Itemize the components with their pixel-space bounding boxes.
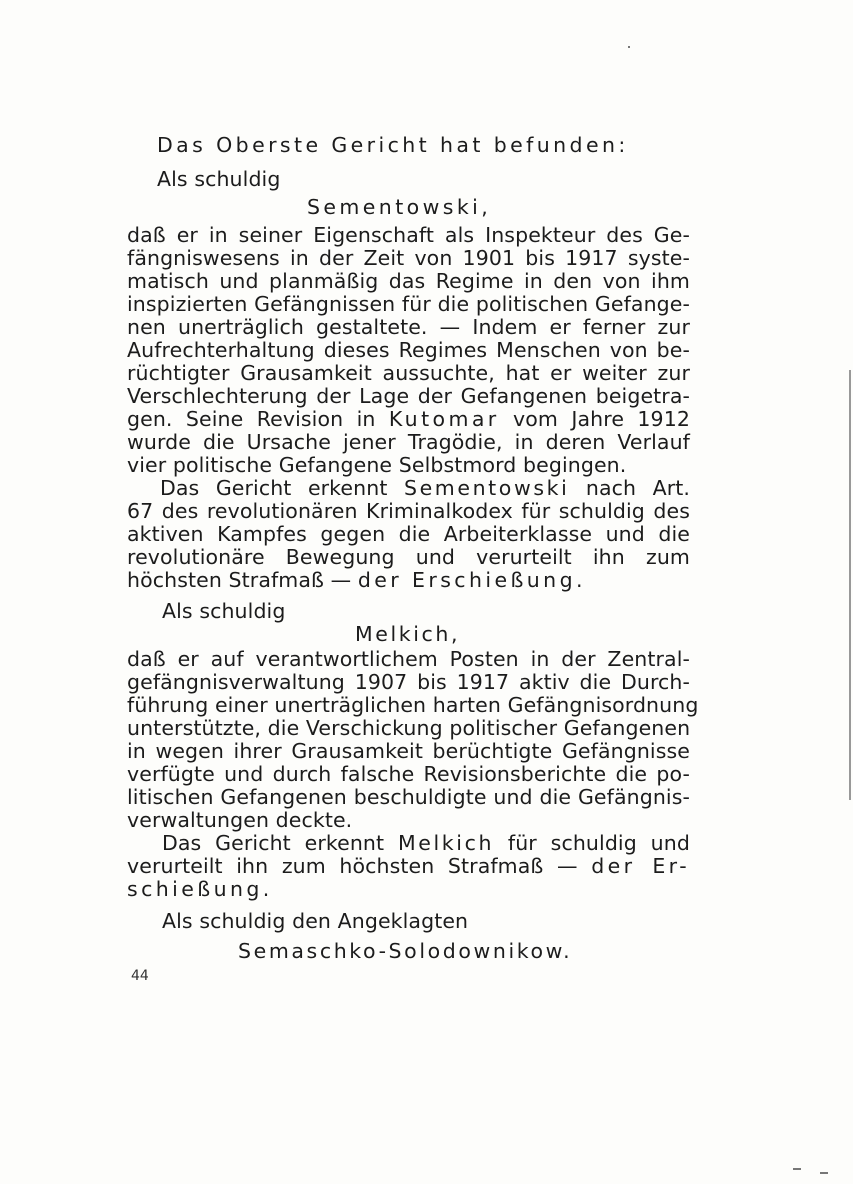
scan-speck [628,46,630,48]
defendant-name-2: Melkich, [355,622,461,646]
text-line: nen unerträglich gestaltete. — Indem er ferner zur [127,315,690,339]
scan-speck [820,1172,828,1174]
scan-edge-mark [849,370,851,800]
text-line: 67 des revolutionären Kriminalkodex für schuldig des [127,499,690,523]
place-name: Kutomar [388,407,500,431]
text-line: Verschlechterung der Lage der Gefangenen beigetra- [127,384,690,408]
text-line: verurteilt ihn zum höchsten Strafmaß — der Er- [127,854,690,878]
text-line: verwaltungen deckte. [127,808,353,832]
text-line: wurde die Ursache jener Tragödie, in deren Verlauf [127,430,690,454]
text-line: revolutionäre Bewegung und verurteilt ihn zum [127,545,690,569]
text-line: Das Gericht erkennt Melkich für schuldig und [162,831,690,855]
defendant-name-1: Sementowski, [307,195,492,219]
text-line: daß er auf verantwortlichem Posten in der Zentral- [127,647,690,671]
text-line: unterstützte, die Verschickung politischer Gefangenen [127,716,691,740]
defendant-name-inline: Sementowski [403,476,570,500]
guilty-label-3: Als schuldig den Angeklagten [162,909,469,933]
text-line: matisch und planmäßig das Regime in den von ihm [127,269,690,293]
text-line: höchsten Strafmaß — der Erschießung. [127,568,586,592]
text-line: gen. Seine Revision in Kutomar vom Jahre 1912 [127,407,690,431]
text-line: in wegen ihrer Grausamkeit berüchtigte Gefängnisse [127,739,690,763]
text-line: verfügte und durch falsche Revisionsberichte die po- [127,762,690,786]
verdict-heading: Das Oberste Gericht hat befunden: [157,133,629,157]
text-line: aktiven Kampfes gegen die Arbeiterklasse und die [127,522,690,546]
text-line: Aufrechterhaltung dieses Regimes Menschen von be- [127,338,690,362]
sentence-spaced: der Erschießung. [357,568,586,592]
text-line: inspizierten Gefängnissen für die politischen Gefange- [127,292,690,316]
text-line: vier politische Gefangene Selbstmord begingen. [127,453,627,477]
defendant-name-inline: Melkich [398,831,495,855]
guilty-label-2: Als schuldig [162,599,286,623]
defendant-name-3: Semaschko-Solodownikow. [238,939,573,963]
text-line: daß er in seiner Eigenschaft als Inspekteur des Ge- [127,223,690,247]
text-line: fängniswesens in der Zeit von 1901 bis 1917 syste- [127,246,690,270]
guilty-label-1: Als schuldig [157,167,281,191]
text-line: Das Gericht erkennt Sementowski nach Art. [160,476,690,500]
sentence-spaced: der Er- [591,854,690,878]
text-line: litischen Gefangenen beschuldigte und die Gefängnis- [127,785,690,809]
text-line: rüchtigter Grausamkeit aussuchte, hat er weiter zur [127,361,690,385]
scan-speck [793,1168,801,1170]
text-line: führung einer unerträglichen harten Gefängnisordnung [127,693,699,717]
page-number: 44 [131,968,149,984]
text-line: gefängnisverwaltung 1907 bis 1917 aktiv die Durch- [127,670,690,694]
sentence-spaced: schießung. [127,877,273,901]
